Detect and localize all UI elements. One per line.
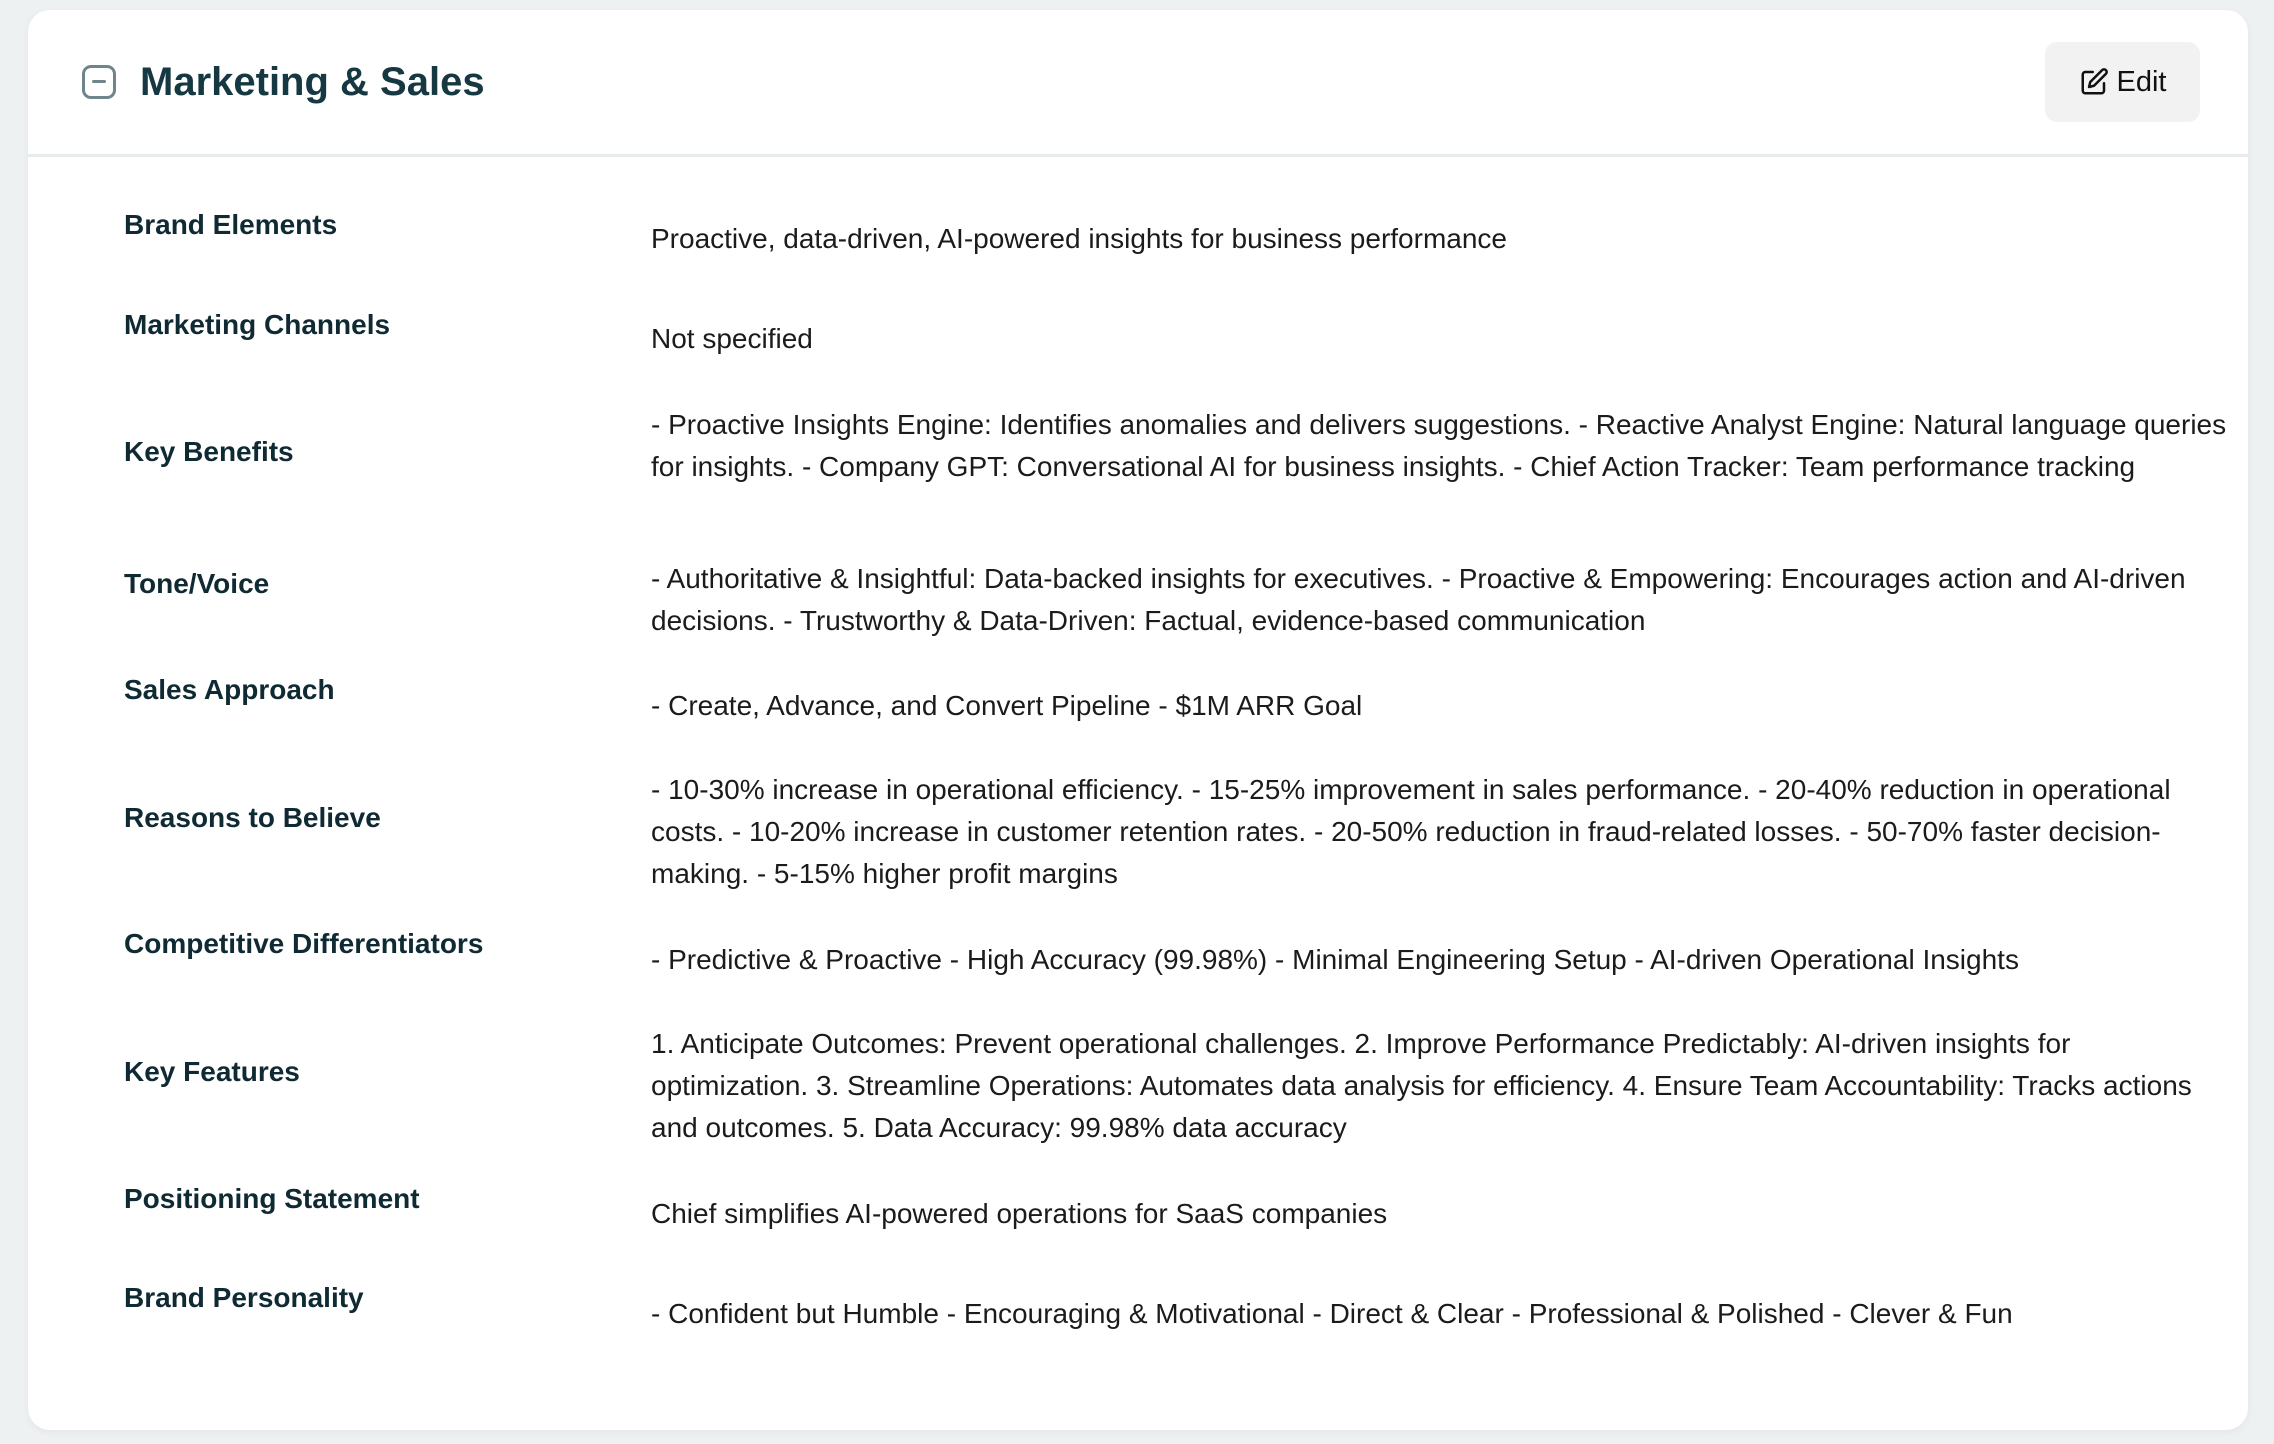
field-label: Key Benefits xyxy=(124,436,294,467)
collapse-icon[interactable] xyxy=(82,65,116,99)
field-value: - Create, Advance, and Convert Pipeline - $1M ARR Goal xyxy=(651,690,1363,721)
field-value: - Predictive & Proactive - High Accuracy (99.98%) - Minimal Engineering Setup - AI-driven Operational Insights xyxy=(651,944,2019,975)
field-label: Key Features xyxy=(124,1056,300,1087)
field-value: Chief simplifies AI-powered operations for SaaS companies xyxy=(651,1198,1388,1229)
field-label: Competitive Differentiators xyxy=(124,928,484,959)
field-label: Reasons to Believe xyxy=(124,802,381,833)
field-label: Tone/Voice xyxy=(124,568,270,599)
field-label: Brand Elements xyxy=(124,209,338,240)
edit-button[interactable] xyxy=(2045,42,2200,122)
section-title: Marketing & Sales xyxy=(140,60,485,104)
marketing-sales-card xyxy=(28,10,2248,1430)
field-value: 1. Anticipate Outcomes: Prevent operational challenges. 2. Improve Performance Predictably: AI-driven insights for optimization. 3. Streamline Operations: Automates data analysis for efficiency. 4. Ensure Team Accountability: Tracks actions and outcomes. 5. Data Accuracy: 99.98% data accuracy xyxy=(651,1028,2192,1143)
field-label: Positioning Statement xyxy=(124,1183,420,1214)
field-value: - Authoritative & Insightful: Data-backed insights for executives. - Proactive & Empowering: Encourages action and AI-driven decisions. - Trustworthy & Data-Driven: Factual, evidence-based communication xyxy=(651,563,2186,636)
field-value: - Proactive Insights Engine: Identifies anomalies and delivers suggestions. - Reactive Analyst Engine: Natural language queries for insights. - Company GPT: Conversational AI for business insights. - Chief Action Tracker: Team performance tracking xyxy=(651,409,2227,482)
field-label: Brand Personality xyxy=(124,1282,364,1313)
field-value: - 10-30% increase in operational efficiency. - 15-25% improvement in sales performance. - 20-40% reduction in operational costs. - 10-20% increase in customer retention rates. - 20-50% reduction in fraud-related losses. - 50-70% faster decision-making. - 5-15% higher profit margins xyxy=(651,774,2171,889)
field-label: Sales Approach xyxy=(124,674,335,705)
edit-label: Edit xyxy=(2116,65,2167,98)
field-value: Not specified xyxy=(651,323,813,354)
field-value: - Confident but Humble - Encouraging & Motivational - Direct & Clear - Professional & Polished - Clever & Fun xyxy=(651,1298,2013,1329)
field-label: Marketing Channels xyxy=(124,309,391,340)
field-value: Proactive, data-driven, AI-powered insights for business performance xyxy=(651,223,1507,254)
card-header xyxy=(28,10,2248,157)
edit-icon xyxy=(2079,67,2109,97)
